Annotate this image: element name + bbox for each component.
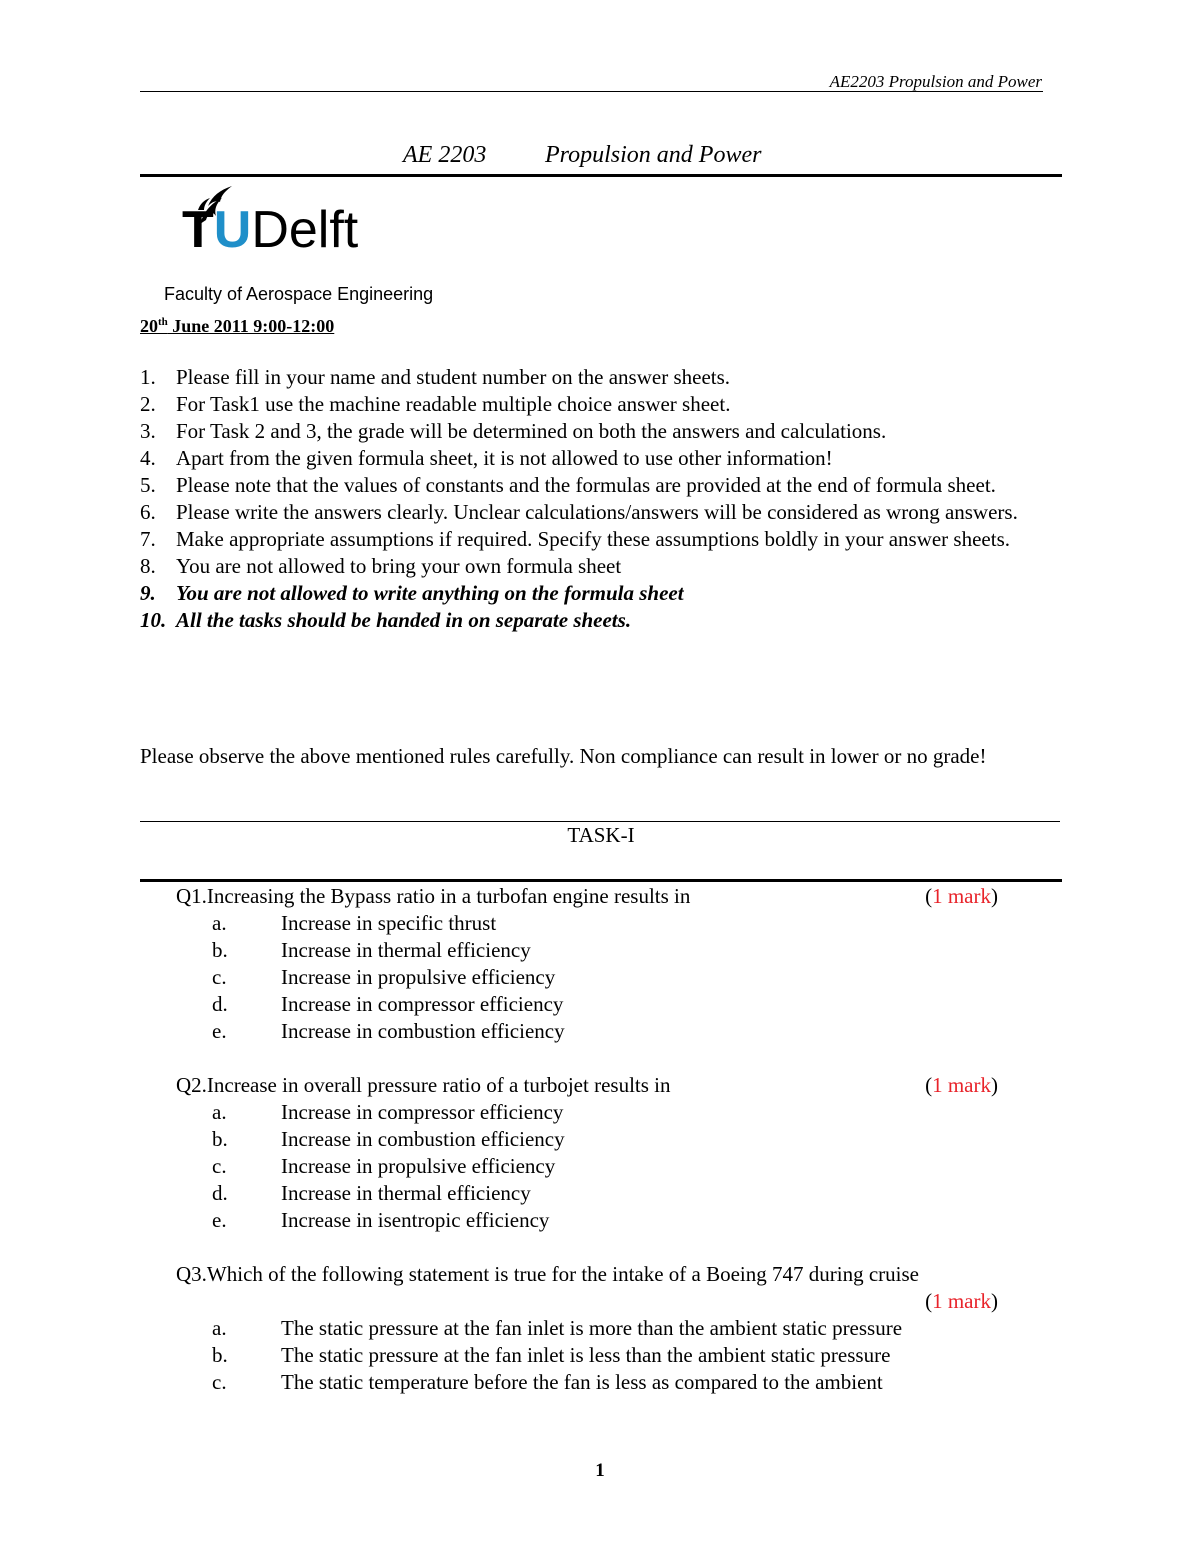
- question-header: [176, 1072, 1006, 1099]
- question-3: [176, 1261, 1006, 1396]
- rule-item: 4. Apart from the given formula sheet, it is not allowed to use other information!: [140, 446, 833, 470]
- option: b. The static pressure at the fan inlet is less than the ambient static pressure: [212, 1343, 891, 1367]
- title-rule: [140, 174, 1062, 177]
- course-name: Propulsion and Power: [545, 142, 762, 168]
- rule-item: 5. Please note that the values of constants and the formulas are provided at the end of formula sheet.: [140, 473, 996, 497]
- running-header: AE2203 Propulsion and Power: [829, 72, 1042, 91]
- task-title: TASK-I: [567, 823, 635, 847]
- logo-wordmark: TUDelft: [182, 201, 359, 259]
- rule-item: 1. Please fill in your name and student number on the answer sheets.: [140, 365, 731, 389]
- question-label: Q2.: [176, 1073, 207, 1097]
- question-text: Increasing the Bypass ratio in a turbofan engine results in: [206, 884, 691, 908]
- option: a. The static pressure at the fan inlet is more than the ambient static pressure: [212, 1316, 903, 1340]
- task-bottom-rule: [140, 879, 1062, 882]
- exam-date: 20th June 2011 9:00-12:00: [140, 316, 335, 336]
- rule-item-emphasized: 9. You are not allowed to write anything on the formula sheet: [140, 581, 684, 605]
- question-label: Q1.: [176, 884, 207, 908]
- question-label: Q3.: [176, 1262, 207, 1286]
- rule-item: 7. Make appropriate assumptions if required. Specify these assumptions boldly in your answer sheets.: [140, 527, 1010, 551]
- option: e. Increase in isentropic efficiency: [212, 1208, 550, 1232]
- option: c. Increase in propulsive efficiency: [212, 1154, 556, 1178]
- question-text: Which of the following statement is true for the intake of a Boeing 747 during cruise: [206, 1262, 919, 1286]
- mark-badge: (1 mark): [925, 1073, 998, 1097]
- rule-item: 3. For Task 2 and 3, the grade will be determined on both the answers and calculations.: [140, 419, 887, 443]
- rule-item-emphasized: 10. All the tasks should be handed in on separate sheets.: [140, 608, 632, 632]
- course-code: AE 2203: [403, 142, 487, 168]
- option: c. Increase in propulsive efficiency: [212, 965, 556, 989]
- tu-delft-logo: [160, 184, 460, 304]
- page-number: 1: [595, 1460, 605, 1481]
- exam-rules: [140, 364, 1060, 634]
- faculty-name: Faculty of Aerospace Engineering: [164, 284, 434, 304]
- option: b. Increase in combustion efficiency: [212, 1127, 565, 1151]
- question-header: [176, 883, 1006, 910]
- rule-item: 8. You are not allowed to bring your own formula sheet: [140, 554, 622, 578]
- rule-item: 2. For Task1 use the machine readable multiple choice answer sheet.: [140, 392, 731, 416]
- option: a. Increase in compressor efficiency: [212, 1100, 564, 1124]
- task-top-rule: [140, 821, 1060, 822]
- option: b. Increase in thermal efficiency: [212, 938, 531, 962]
- mark-badge: (1 mark): [925, 884, 998, 908]
- option: d. Increase in compressor efficiency: [212, 992, 564, 1016]
- option: d. Increase in thermal efficiency: [212, 1181, 531, 1205]
- option: c. The static temperature before the fan is less as compared to the ambient: [212, 1370, 883, 1394]
- mark-badge: (1 mark): [925, 1289, 998, 1313]
- question-1: [176, 883, 1006, 1045]
- rule-item: 6. Please write the answers clearly. Unclear calculations/answers will be considered as wrong answers.: [140, 500, 1018, 524]
- question-2: [176, 1072, 1006, 1234]
- option: a. Increase in specific thrust: [212, 911, 497, 935]
- question-text: Increase in overall pressure ratio of a turbojet results in: [206, 1073, 671, 1097]
- header-rule: [140, 91, 1043, 92]
- question-header: [176, 1261, 1006, 1288]
- option: e. Increase in combustion efficiency: [212, 1019, 565, 1043]
- compliance-notice: Please observe the above mentioned rules carefully. Non compliance can result in lower or no grade!: [140, 744, 987, 768]
